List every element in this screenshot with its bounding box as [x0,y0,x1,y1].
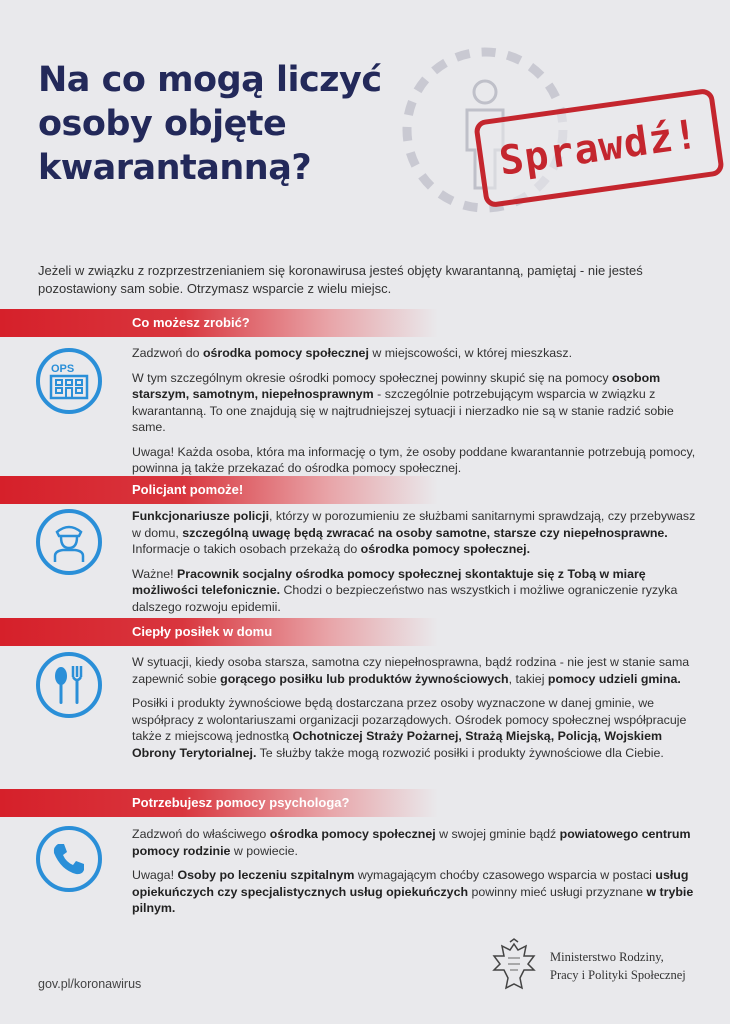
section-heading: Co możesz zrobić? [132,315,250,330]
spoon-fork-icon [36,652,102,718]
title-line: Na co mogą liczyć [38,60,382,100]
section-header-pomoc-psychologa [0,789,730,817]
title-line: osoby objęte [38,104,287,144]
paragraph: Ważne! Pracownik socjalny ośrodka pomocy społecznej skontaktuje się z Tobą w miarę możliwości telefonicznie. Chodzi o bezpieczeństwo nas wszystkich i możliwe ograniczenie ryzyka dalszego rozwoju epidemii. [132,566,678,614]
paragraph: W tym szczególnym okresie ośrodki pomocy społecznej powinny skupić się na pomocy osobom starszym, samotnym, niepełnosprawnym - szczególnie potrzebującym wsparcia w związku z kwarantanną. To one znajdują się w najtrudniejszej sytuacji i nierzadko nie są w stanie radzić sobie same. [132,370,674,434]
ministry-line: Pracy i Polityki Społecznej [550,968,686,982]
paragraph: Zadzwoń do właściwego ośrodka pomocy społecznej w swojej gminie bądź powiatowego centrum pomocy rodzinie w powiecie. [132,827,691,858]
section-header-policjant-pomoze [0,476,730,504]
paragraph: Funkcjonariusze policji, którzy w porozumieniu ze służbami sanitarnymi sprawdzają, czy przebywasz w domu, szczególną uwagę będą zwracać na osoby samotne, starsze czy niepełnosprawne. Informacje o takich osobach przekażą do ośrodka pomocy społecznej. [132,509,696,556]
section-body-1 [132,345,700,485]
ministry-line: Ministerstwo Rodziny, [550,950,664,964]
section-body-2 [132,508,700,623]
paragraph: Uwaga! Osoby po leczeniu szpitalnym wymagającym choćby czasowego wsparcia w postaci usług opiekuńczych czy specjalistycznych usług opiekuńczych powinny mieć usługi przyznane w trybie pilnym. [132,868,694,915]
paragraph: Zadzwoń do ośrodka pomocy społecznej w miejscowości, w której mieszkasz. [132,346,573,360]
ops-building-icon [36,348,102,414]
section-heading: Policjant pomoże! [132,482,244,497]
paragraph: W sytuacji, kiedy osoba starsza, samotna czy niepełnosprawna, bądź rodzina - nie jest w stanie sama zapewnić sobie gorącego posiłku lub produktów żywnościowych, takiej pomocy udzieli gmina. [132,655,690,686]
polish-eagle-icon [490,938,538,994]
section-body-4 [132,826,700,925]
intro-text: Jeżeli w związku z rozprzestrzenianiem się koronawirusa jesteś objęty kwarantanną, pamiętaj - nie jesteś pozostawiony sam sobie. Otrzymasz wsparcie z wielu miejsc. [38,263,643,296]
section-body-3 [132,654,700,769]
phone-icon [36,826,102,892]
ops-label: OPS [51,363,75,375]
section-heading: Ciepły posiłek w domu [132,624,273,639]
section-header-cieply-posilek [0,618,730,646]
section-header-co-mozesz-zrobic [0,309,730,337]
title-line: kwarantanną? [38,148,312,188]
section-heading: Potrzebujesz pomocy psychologa? [132,795,350,810]
police-officer-icon [36,509,102,575]
paragraph: Posiłki i produkty żywnościowe będą dostarczana przez osoby wyznaczone w danej gminie, we współpracy z wolontariuszami organizacji pozarządowych. Ośrodek pomocy społecznej współpracuje także z miejscową jednostką Ochotniczej Straży Pożarnej, Strażą Miejską, Policją, Wojskiem Obrony Terytorialnej. Te służby także mogą rozwozić posiłki i produkty żywnościowe dla Ciebie. [132,696,687,760]
gov-coronavirus-link[interactable]: gov.pl/koronawirus [38,977,142,991]
paragraph: Uwaga! Każda osoba, która ma informację o tym, że osoby poddane kwarantannie potrzebują pomocy, powinna ją także przekazać do ośrodka pomocy społecznej. [132,444,696,475]
stamp-text: Sprawdź! [496,111,702,185]
ministry-logo [490,938,686,994]
page-title [38,58,418,190]
ministry-name [550,948,686,984]
